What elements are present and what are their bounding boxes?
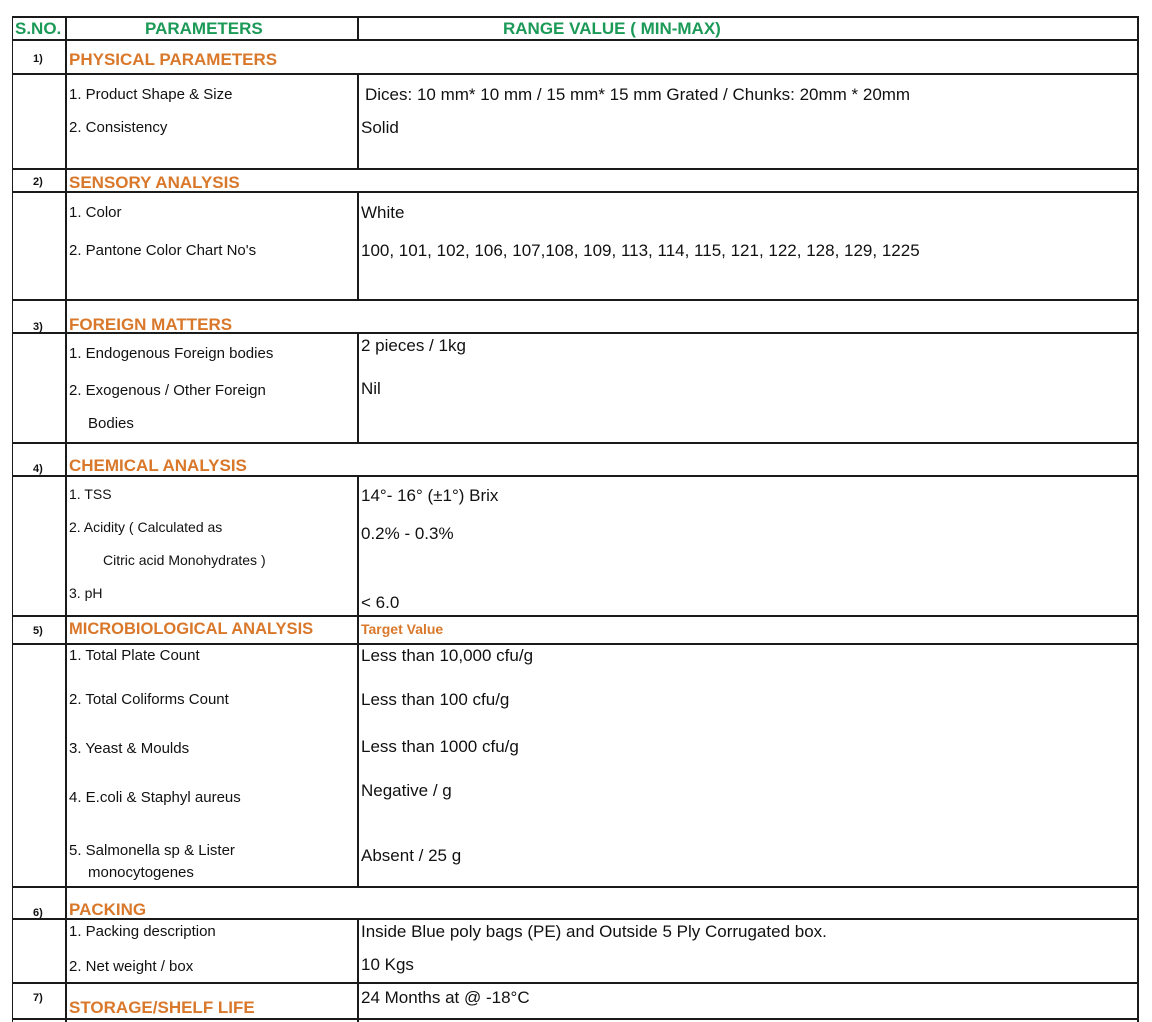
section-number: 3)	[33, 321, 43, 333]
grid-line	[12, 73, 1139, 75]
grid-line	[12, 918, 1139, 920]
parameter-label: 2. Total Coliforms Count	[69, 691, 229, 708]
parameter-label: 1. Color	[69, 204, 122, 221]
grid-line	[12, 299, 1139, 301]
section-number: 6)	[33, 907, 43, 919]
grid-line	[65, 16, 67, 1022]
header-parameters: PARAMETERS	[145, 19, 263, 38]
range-value: Less than 10,000 cfu/g	[361, 646, 534, 665]
header-range-value: RANGE VALUE ( MIN-MAX)	[503, 19, 721, 38]
header-sno: S.NO.	[15, 19, 62, 38]
parameter-label: 1. Total Plate Count	[69, 647, 200, 664]
parameter-label: 3. pH	[69, 585, 103, 601]
grid-line	[12, 1018, 1139, 1020]
range-value: 10 Kgs	[361, 955, 414, 974]
grid-line	[12, 39, 1139, 41]
range-value: Negative / g	[361, 781, 452, 800]
range-value: 0.2% - 0.3%	[361, 524, 454, 543]
range-value: White	[361, 203, 405, 222]
parameter-label: 2. Exogenous / Other Foreign	[69, 382, 266, 399]
section-title: FOREIGN MATTERS	[69, 315, 233, 334]
grid-line	[12, 886, 1139, 888]
grid-line	[357, 74, 359, 170]
parameter-label: 2. Consistency	[69, 119, 168, 136]
section-number: 1)	[33, 53, 43, 65]
grid-line	[357, 919, 359, 1022]
grid-line	[12, 168, 1139, 170]
grid-line	[357, 476, 359, 888]
parameter-label: Citric acid Monohydrates )	[103, 552, 266, 568]
section-number: 7)	[33, 992, 43, 1004]
range-value: 2 pieces / 1kg	[361, 336, 466, 355]
range-value: 14°- 16° (±1°) Brix	[361, 486, 499, 505]
section-title: SENSORY ANALYSIS	[69, 173, 240, 192]
parameter-label: 2. Pantone Color Chart No's	[69, 242, 257, 259]
grid-line	[1137, 16, 1139, 1022]
parameter-label: 5. Salmonella sp & Lister	[69, 842, 235, 859]
range-value: Dices: 10 mm* 10 mm / 15 mm* 15 mm Grated / Chunks: 20mm * 20mm	[365, 85, 911, 104]
parameter-label: 1. TSS	[69, 486, 112, 502]
range-value: Less than 100 cfu/g	[361, 690, 510, 709]
section-title: PHYSICAL PARAMETERS	[69, 50, 278, 69]
grid-line	[357, 333, 359, 444]
grid-line	[12, 982, 1139, 984]
range-value: Less than 1000 cfu/g	[361, 737, 519, 756]
parameter-label: 2. Acidity ( Calculated as	[69, 519, 223, 535]
range-value: 24 Months at @ -18°C	[361, 988, 530, 1007]
range-value: Nil	[361, 379, 381, 398]
section-title: PACKING	[69, 900, 147, 919]
target-value-label: Target Value	[361, 621, 444, 637]
range-value: Absent / 25 g	[361, 846, 462, 865]
grid-line	[12, 643, 1139, 645]
section-number: 4)	[33, 463, 43, 475]
range-value: 100, 101, 102, 106, 107,108, 109, 113, 114, 115, 121, 122, 128, 129, 1225	[361, 241, 920, 260]
section-title: MICROBIOLOGICAL ANALYSIS	[69, 620, 314, 638]
parameter-label: Bodies	[88, 415, 134, 432]
range-value: Inside Blue poly bags (PE) and Outside 5 Ply Corrugated box.	[361, 922, 827, 941]
grid-line	[12, 16, 1139, 18]
parameter-label: 2. Net weight / box	[69, 958, 194, 975]
section-title: STORAGE/SHELF LIFE	[69, 998, 255, 1017]
grid-line	[12, 442, 1139, 444]
grid-line	[357, 16, 359, 40]
grid-line	[12, 16, 13, 1022]
section-number: 5)	[33, 625, 43, 637]
section-title: CHEMICAL ANALYSIS	[69, 456, 247, 475]
parameter-label: 3. Yeast & Moulds	[69, 740, 190, 757]
section-number: 2)	[33, 176, 43, 188]
range-value: Solid	[361, 118, 399, 137]
parameter-label: 1. Product Shape & Size	[69, 86, 233, 103]
grid-line	[357, 192, 359, 301]
parameter-label: 1. Endogenous Foreign bodies	[69, 345, 274, 362]
parameter-label: monocytogenes	[88, 864, 194, 881]
range-value: < 6.0	[361, 593, 400, 612]
parameter-label: 4. E.coli & Staphyl aureus	[69, 789, 241, 806]
grid-line	[12, 615, 1139, 617]
parameter-label: 1. Packing description	[69, 923, 216, 940]
